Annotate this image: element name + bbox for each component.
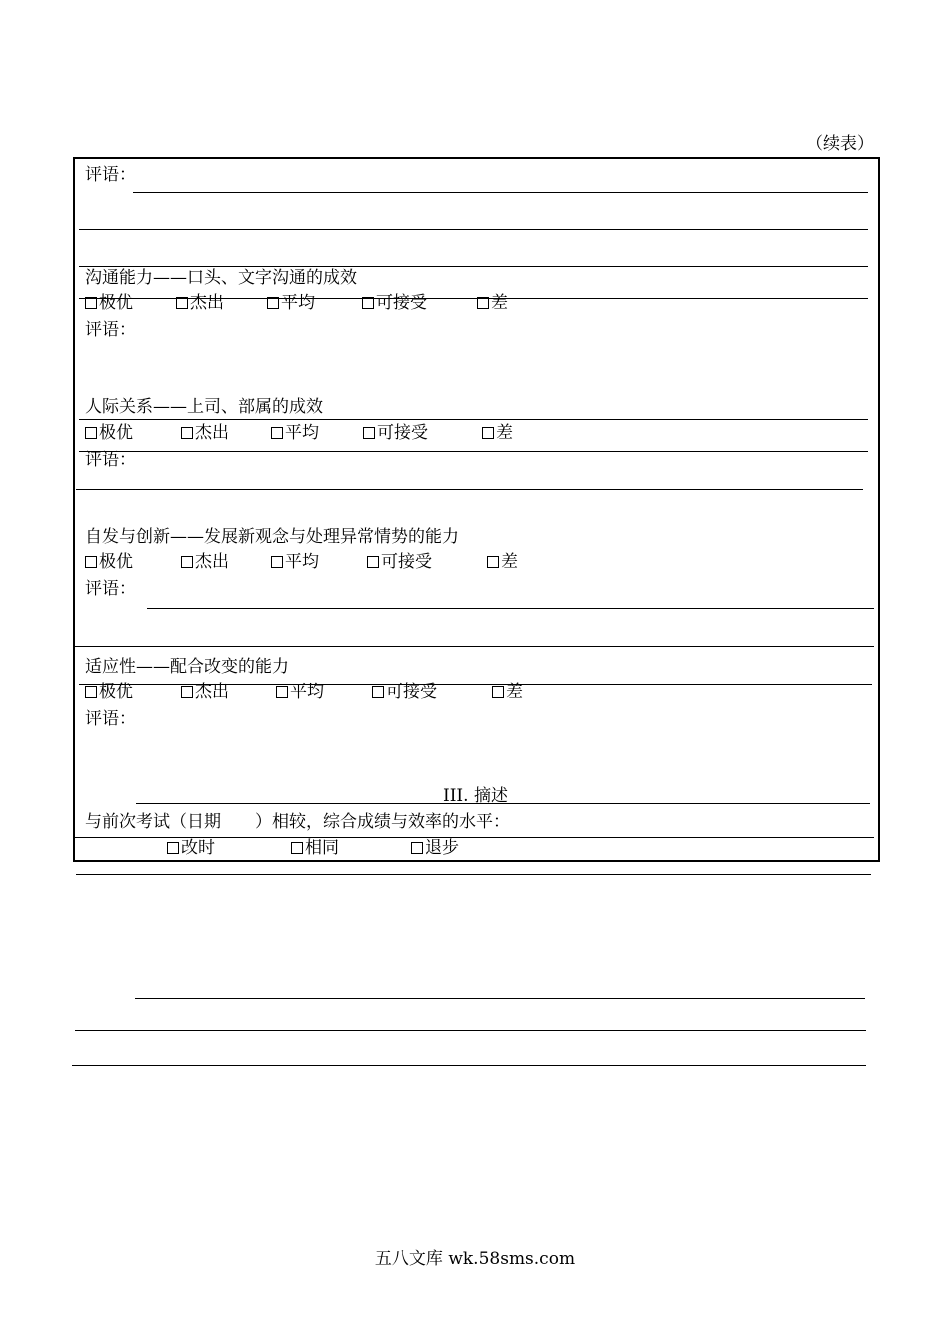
checkbox[interactable] [271, 556, 283, 568]
option-label: 平均 [285, 552, 319, 572]
option-label: 可接受 [386, 682, 437, 702]
comment-label: 评语： [85, 709, 136, 729]
rating-option-average[interactable] [276, 682, 324, 702]
line [75, 1030, 866, 1031]
option-label: 杰出 [195, 682, 229, 702]
checkbox[interactable] [267, 297, 279, 309]
checkbox[interactable] [362, 297, 374, 309]
evaluation-form-frame [73, 157, 880, 862]
option-label: 杰出 [190, 293, 224, 313]
option-label: 相同 [305, 838, 339, 858]
line [79, 419, 868, 420]
option-label: 差 [491, 293, 508, 313]
rating-option-acceptable[interactable] [367, 552, 432, 572]
comparison-option-regressed[interactable] [411, 838, 459, 858]
option-label: 平均 [290, 682, 324, 702]
rating-option-acceptable[interactable] [363, 423, 428, 443]
option-label: 可接受 [376, 293, 427, 313]
line [133, 192, 868, 193]
checkbox[interactable] [181, 686, 193, 698]
rating-option-poor[interactable] [482, 423, 513, 443]
rating-option-acceptable[interactable] [372, 682, 437, 702]
checkbox[interactable] [181, 427, 193, 439]
checkbox[interactable] [271, 427, 283, 439]
rating-option-outstanding[interactable] [181, 423, 229, 443]
checkbox[interactable] [487, 556, 499, 568]
checkbox[interactable] [276, 686, 288, 698]
line [75, 646, 874, 647]
rating-option-outstanding[interactable] [181, 552, 229, 572]
option-label: 极优 [99, 423, 133, 443]
option-label: 极优 [99, 293, 133, 313]
checkbox[interactable] [411, 842, 423, 854]
checkbox[interactable] [482, 427, 494, 439]
checkbox[interactable] [367, 556, 379, 568]
section-title-adaptability: 适应性——配合改变的能力 [85, 657, 289, 677]
rating-option-poor[interactable] [477, 293, 508, 313]
rating-option-outstanding[interactable] [181, 682, 229, 702]
checkbox[interactable] [85, 297, 97, 309]
rating-option-excellent[interactable] [85, 293, 133, 313]
rating-option-excellent[interactable] [85, 682, 133, 702]
option-label: 差 [496, 423, 513, 443]
section-title-relations: 人际关系——上司、部属的成效 [85, 397, 323, 417]
rating-option-poor[interactable] [492, 682, 523, 702]
line [76, 874, 871, 875]
rating-option-excellent[interactable] [85, 423, 133, 443]
rating-option-average[interactable] [271, 552, 319, 572]
continued-label: （续表） [806, 134, 874, 154]
summary-heading: III. 摘述 [443, 786, 508, 806]
checkbox[interactable] [492, 686, 504, 698]
line [79, 266, 868, 267]
rating-option-average[interactable] [267, 293, 315, 313]
comment-label: 评语： [85, 579, 136, 599]
rating-option-excellent[interactable] [85, 552, 133, 572]
footer-watermark: 五八文库 wk.58sms.com [374, 1249, 576, 1269]
checkbox[interactable] [167, 842, 179, 854]
checkbox[interactable] [85, 556, 97, 568]
checkbox[interactable] [181, 556, 193, 568]
option-label: 平均 [281, 293, 315, 313]
option-label: 平均 [285, 423, 319, 443]
checkbox[interactable] [477, 297, 489, 309]
option-label: 极优 [99, 552, 133, 572]
option-label: 可接受 [381, 552, 432, 572]
comment-label: 评语： [85, 165, 136, 185]
line [72, 1065, 866, 1066]
section-title-innovation: 自发与创新——发展新观念与处理异常情势的能力 [85, 527, 459, 547]
rating-option-outstanding[interactable] [176, 293, 224, 313]
rating-option-average[interactable] [271, 423, 319, 443]
comparison-text: 与前次考试（日期 ）相较，综合成绩与效率的水平： [85, 812, 510, 832]
section-title-communication: 沟通能力——口头、文字沟通的成效 [85, 268, 357, 288]
checkbox[interactable] [85, 686, 97, 698]
option-label: 杰出 [195, 423, 229, 443]
comparison-option-improved[interactable] [167, 838, 215, 858]
line [79, 229, 868, 230]
checkbox[interactable] [363, 427, 375, 439]
line [76, 489, 863, 490]
line [79, 451, 868, 452]
option-label: 可接受 [377, 423, 428, 443]
checkbox[interactable] [372, 686, 384, 698]
line [135, 998, 865, 999]
option-label: 退步 [425, 838, 459, 858]
comparison-option-same[interactable] [291, 838, 339, 858]
option-label: 改时 [181, 838, 215, 858]
checkbox[interactable] [85, 427, 97, 439]
checkbox[interactable] [176, 297, 188, 309]
option-label: 极优 [99, 682, 133, 702]
option-label: 差 [506, 682, 523, 702]
option-label: 差 [501, 552, 518, 572]
line [147, 608, 874, 609]
comment-label: 评语： [85, 450, 136, 470]
checkbox[interactable] [291, 842, 303, 854]
line [136, 803, 870, 804]
rating-option-acceptable[interactable] [362, 293, 427, 313]
comment-label: 评语： [85, 320, 136, 340]
option-label: 杰出 [195, 552, 229, 572]
rating-option-poor[interactable] [487, 552, 518, 572]
